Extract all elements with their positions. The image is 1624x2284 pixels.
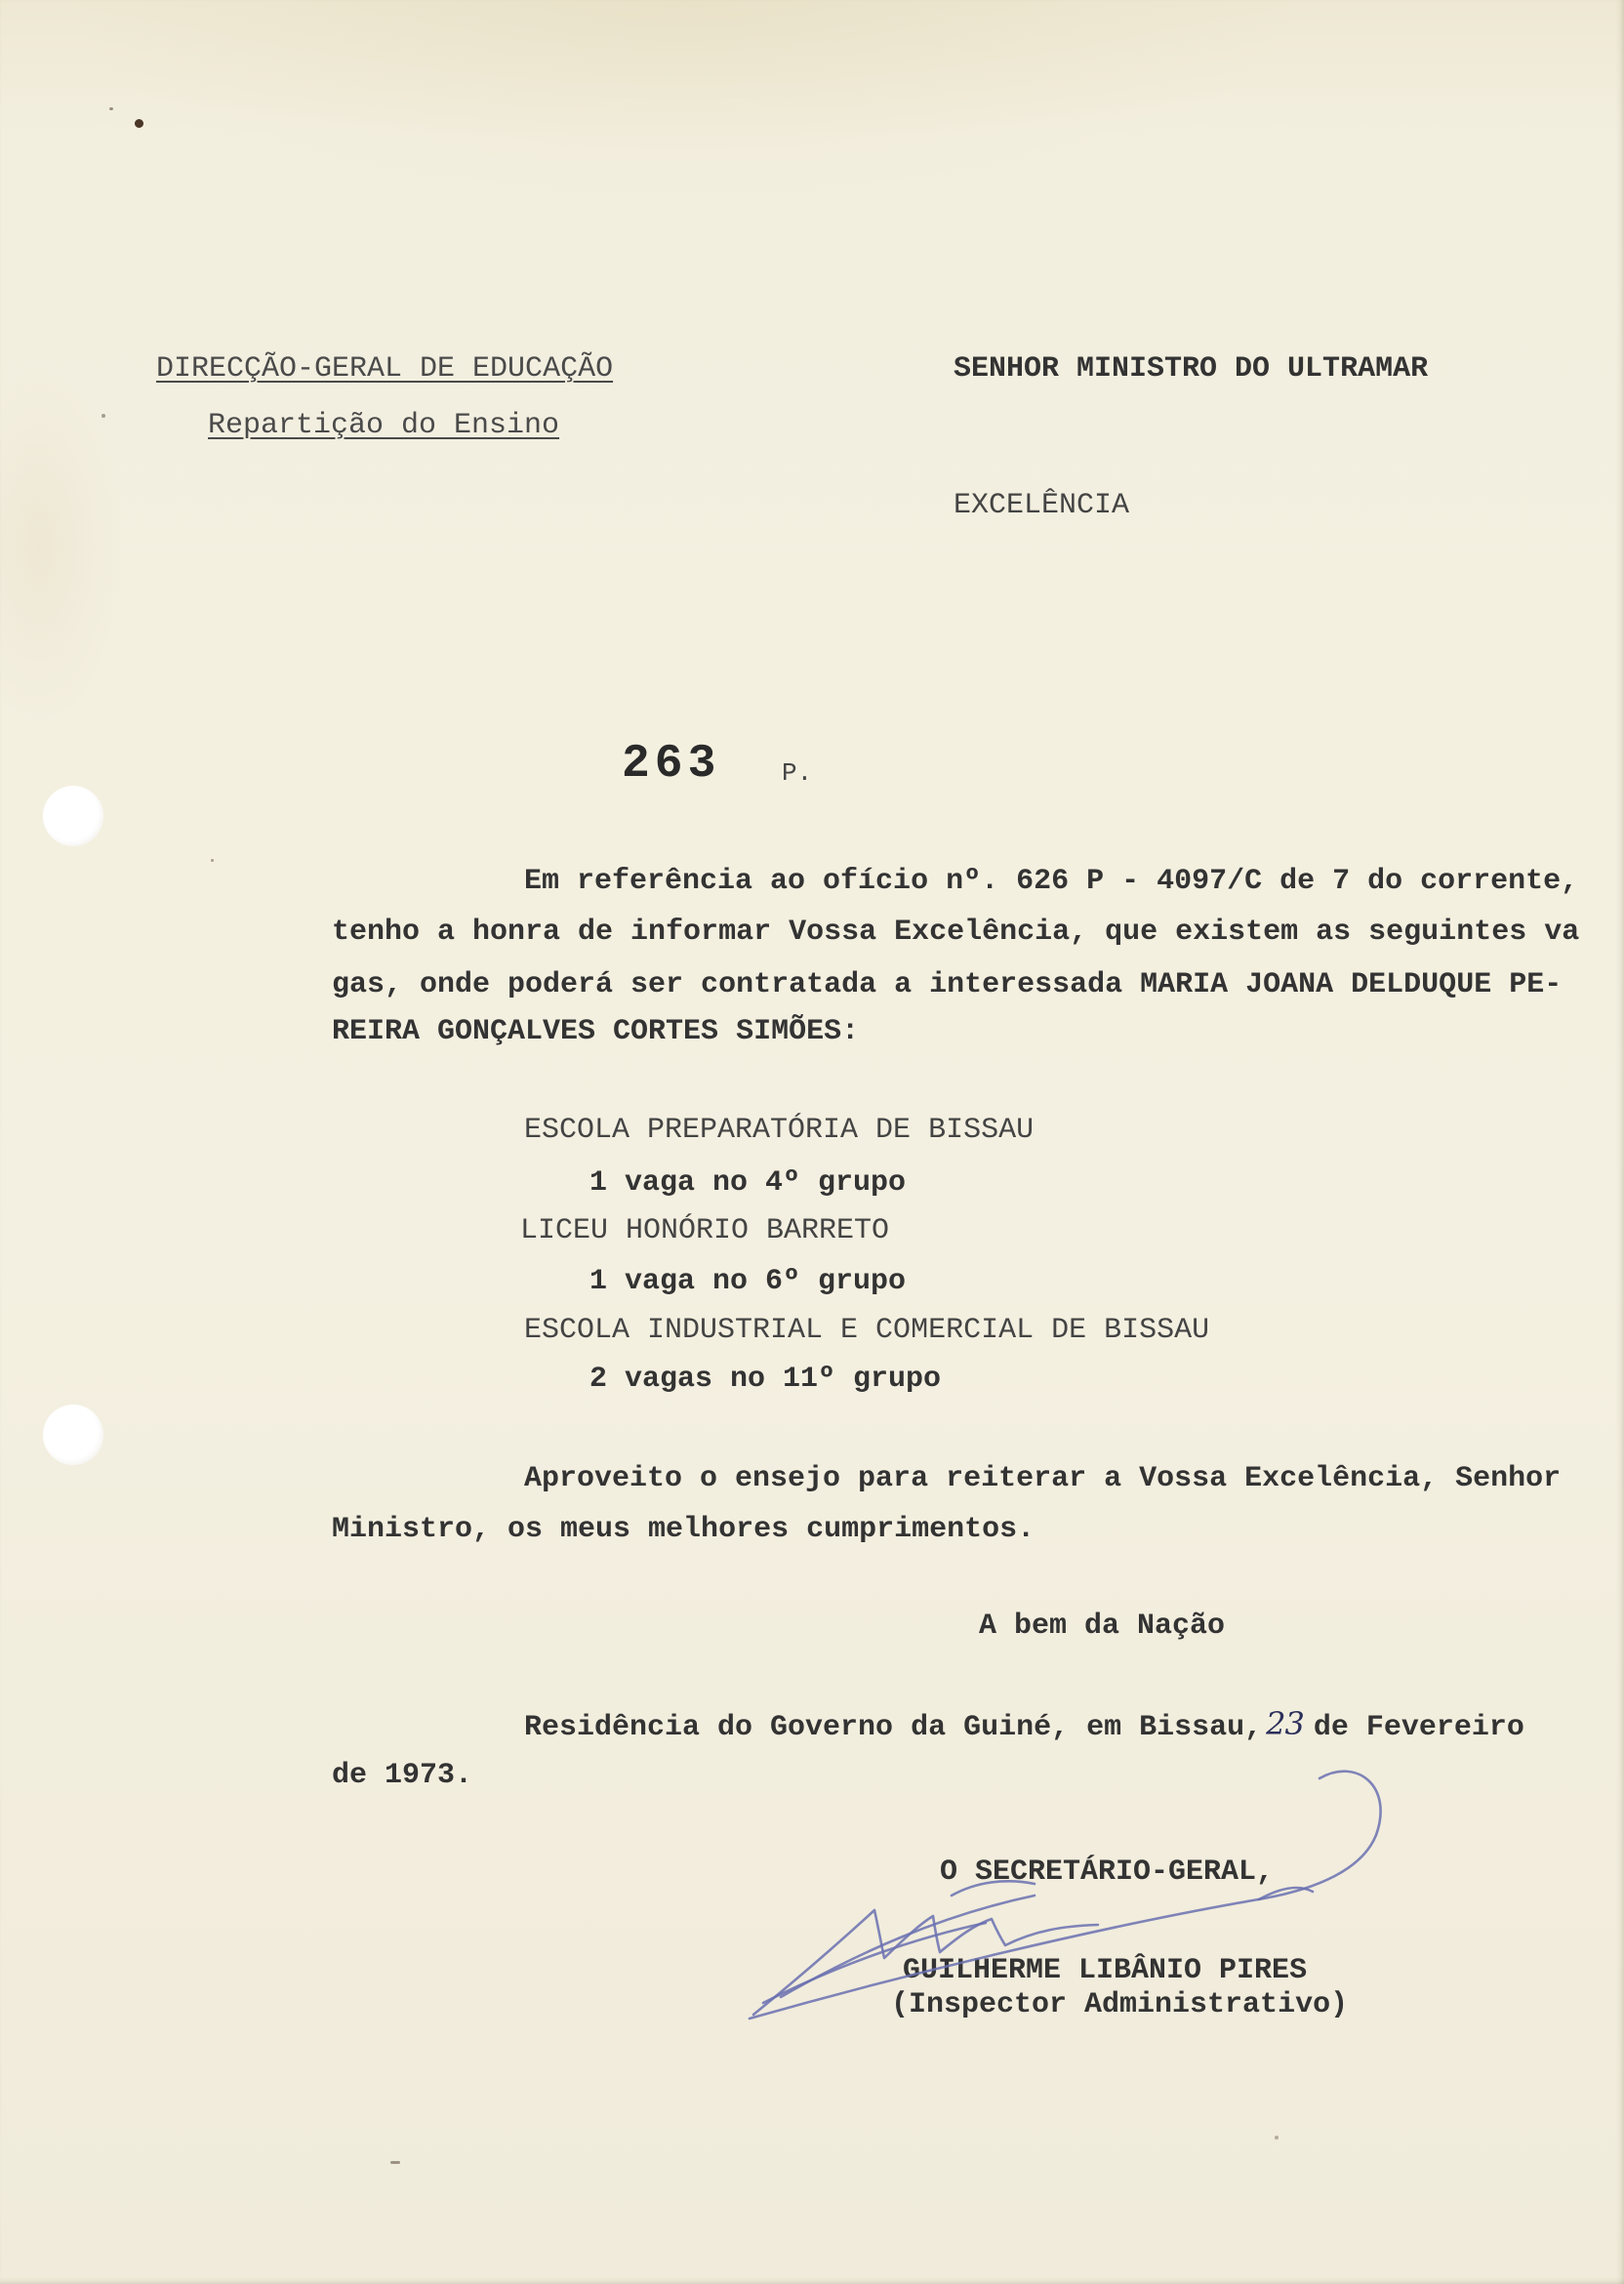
date-day-handwritten: 23	[1266, 1705, 1304, 1742]
paragraph-line: Aproveito o ensejo para reiterar a Vossa Excelência, Senhor	[524, 1462, 1562, 1495]
paragraph-line: Em referência ao ofício nº. 626 P - 4097/C de 7 do corrente,	[524, 865, 1579, 898]
scan-speck	[102, 414, 105, 418]
reference-number: 263	[622, 738, 721, 791]
closing-formula: A bem da Nação	[979, 1610, 1226, 1643]
vacancy-school: LICEU HONÓRIO BARRETO	[520, 1214, 890, 1247]
reference-suffix: P.	[782, 758, 813, 788]
paragraph-line: tenho a honra de informar Vossa Excelência, que existem as seguintes va	[332, 916, 1580, 949]
signatory-name: GUILHERME LIBÂNIO PIRES	[903, 1954, 1308, 1987]
addressee: SENHOR MINISTRO DO ULTRAMAR	[954, 352, 1429, 386]
scan-speck	[135, 119, 143, 128]
department-heading: DIRECÇÃO-GERAL DE EDUCAÇÃO	[156, 352, 614, 386]
scan-speck	[211, 859, 214, 862]
punch-hole	[43, 786, 103, 846]
paragraph-line: Ministro, os meus melhores cumprimentos.	[332, 1513, 1035, 1546]
signatory-role: (Inspector Administrativo)	[891, 1988, 1349, 2021]
salutation: EXCELÊNCIA	[954, 489, 1130, 522]
date-place: Residência do Governo da Guiné, em Bissau,	[524, 1711, 1263, 1744]
vacancy-detail: 1 vaga no 6º grupo	[589, 1265, 907, 1298]
date-year: de 1973.	[332, 1759, 473, 1792]
paragraph-line: REIRA GONÇALVES CORTES SIMÕES:	[332, 1015, 860, 1048]
scan-speck	[390, 2161, 400, 2164]
date-month: de Fevereiro	[1313, 1711, 1524, 1744]
scan-speck	[1275, 2136, 1279, 2140]
vacancy-school: ESCOLA INDUSTRIAL E COMERCIAL DE BISSAU	[524, 1314, 1210, 1347]
vacancy-detail: 2 vagas no 11º grupo	[589, 1363, 942, 1396]
vacancy-school: ESCOLA PREPARATÓRIA DE BISSAU	[524, 1114, 1035, 1147]
scan-speck	[109, 107, 113, 110]
signatory-title: O SECRETÁRIO-GERAL,	[940, 1856, 1275, 1889]
section-heading: Repartição do Ensino	[208, 409, 560, 442]
punch-hole	[43, 1405, 103, 1465]
date-line	[524, 1706, 1524, 1745]
paragraph-line: gas, onde poderá ser contratada a interessada MARIA JOANA DELDUQUE PE-	[332, 968, 1563, 1001]
vacancy-detail: 1 vaga no 4º grupo	[589, 1166, 907, 1200]
